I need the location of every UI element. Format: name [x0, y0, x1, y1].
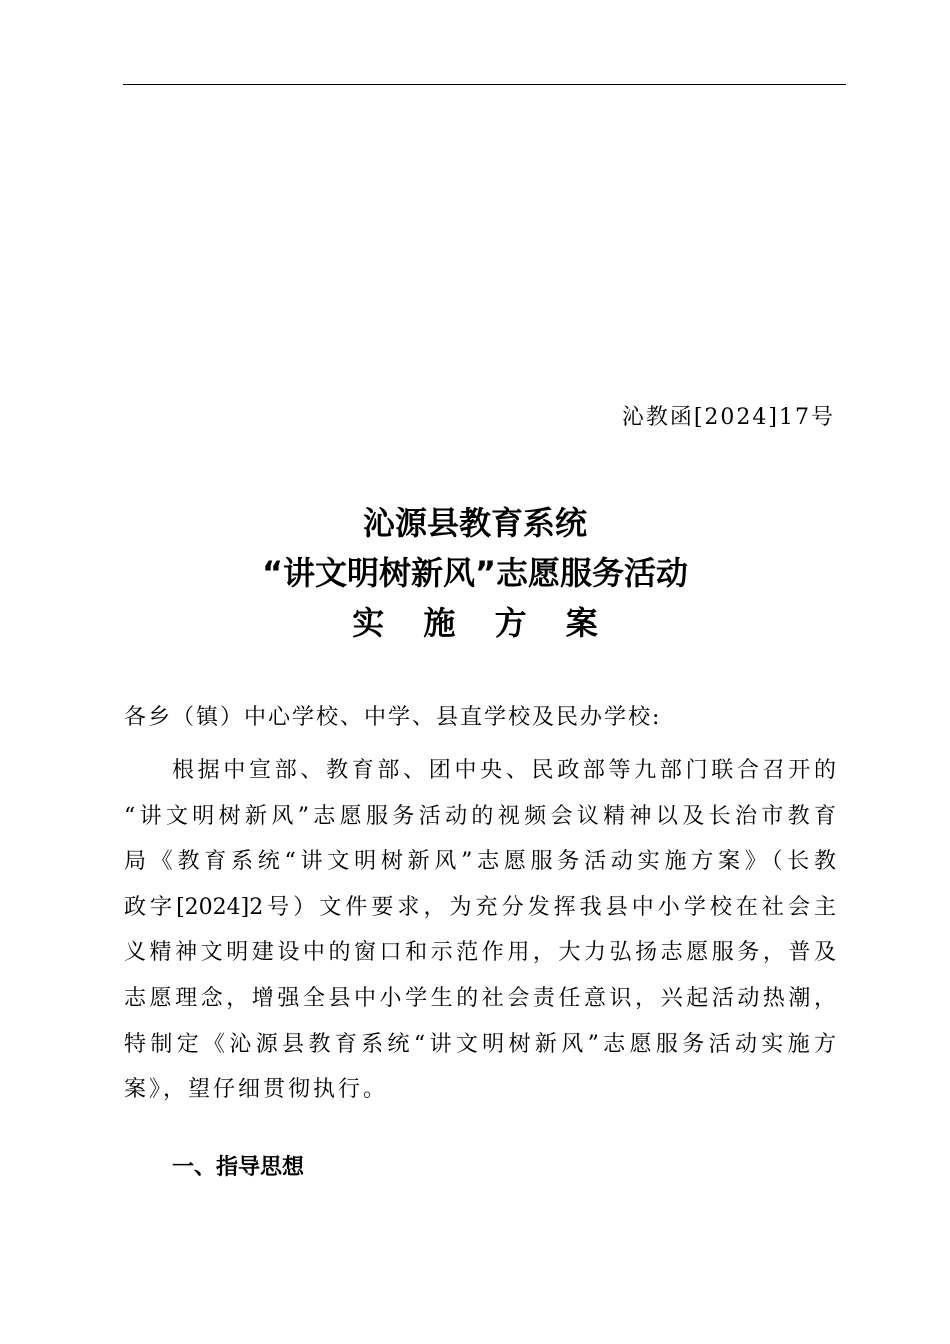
header-rule — [123, 84, 846, 85]
body-paragraph — [124, 748, 836, 1113]
document-number: 沁教函[2024]17号 — [621, 405, 835, 430]
document-title — [0, 498, 950, 648]
body-line: 义精神文明建设中的窗口和示范作用，大力弘扬志愿服务，普及 — [124, 940, 836, 966]
body-line: 根据中宣部、教育部、团中央、民政部等九部门联合召开的 — [172, 758, 836, 783]
body-line: 案》，望仔细贯彻执行。 — [124, 1077, 389, 1103]
title-line-1: 沁源县教育系统 — [362, 504, 587, 542]
body-line: 政字[2024]2号）文件要求，为充分发挥我县中小学校在社会主 — [124, 894, 836, 920]
body-line: “讲文明树新风”志愿服务活动的视频会议精神以及长治市教育 — [124, 803, 836, 829]
salutation: 各乡（镇）中心学校、中学、县直学校及民办学校: — [124, 705, 662, 730]
body-line: 志愿理念，增强全县中小学生的社会责任意识，兴起活动热潮， — [124, 985, 836, 1011]
body-line: 局《教育系统“讲文明树新风”志愿服务活动实施方案》（长教 — [124, 849, 836, 875]
body-line: 特制定《沁源县教育系统“讲文明树新风”志愿服务活动实施方 — [124, 1031, 836, 1057]
section-heading: 一、指导思想 — [172, 1155, 305, 1180]
title-line-3: 实 施 方 案 — [352, 604, 612, 642]
title-line-2: “讲文明树新风”志愿服务活动 — [261, 554, 689, 592]
